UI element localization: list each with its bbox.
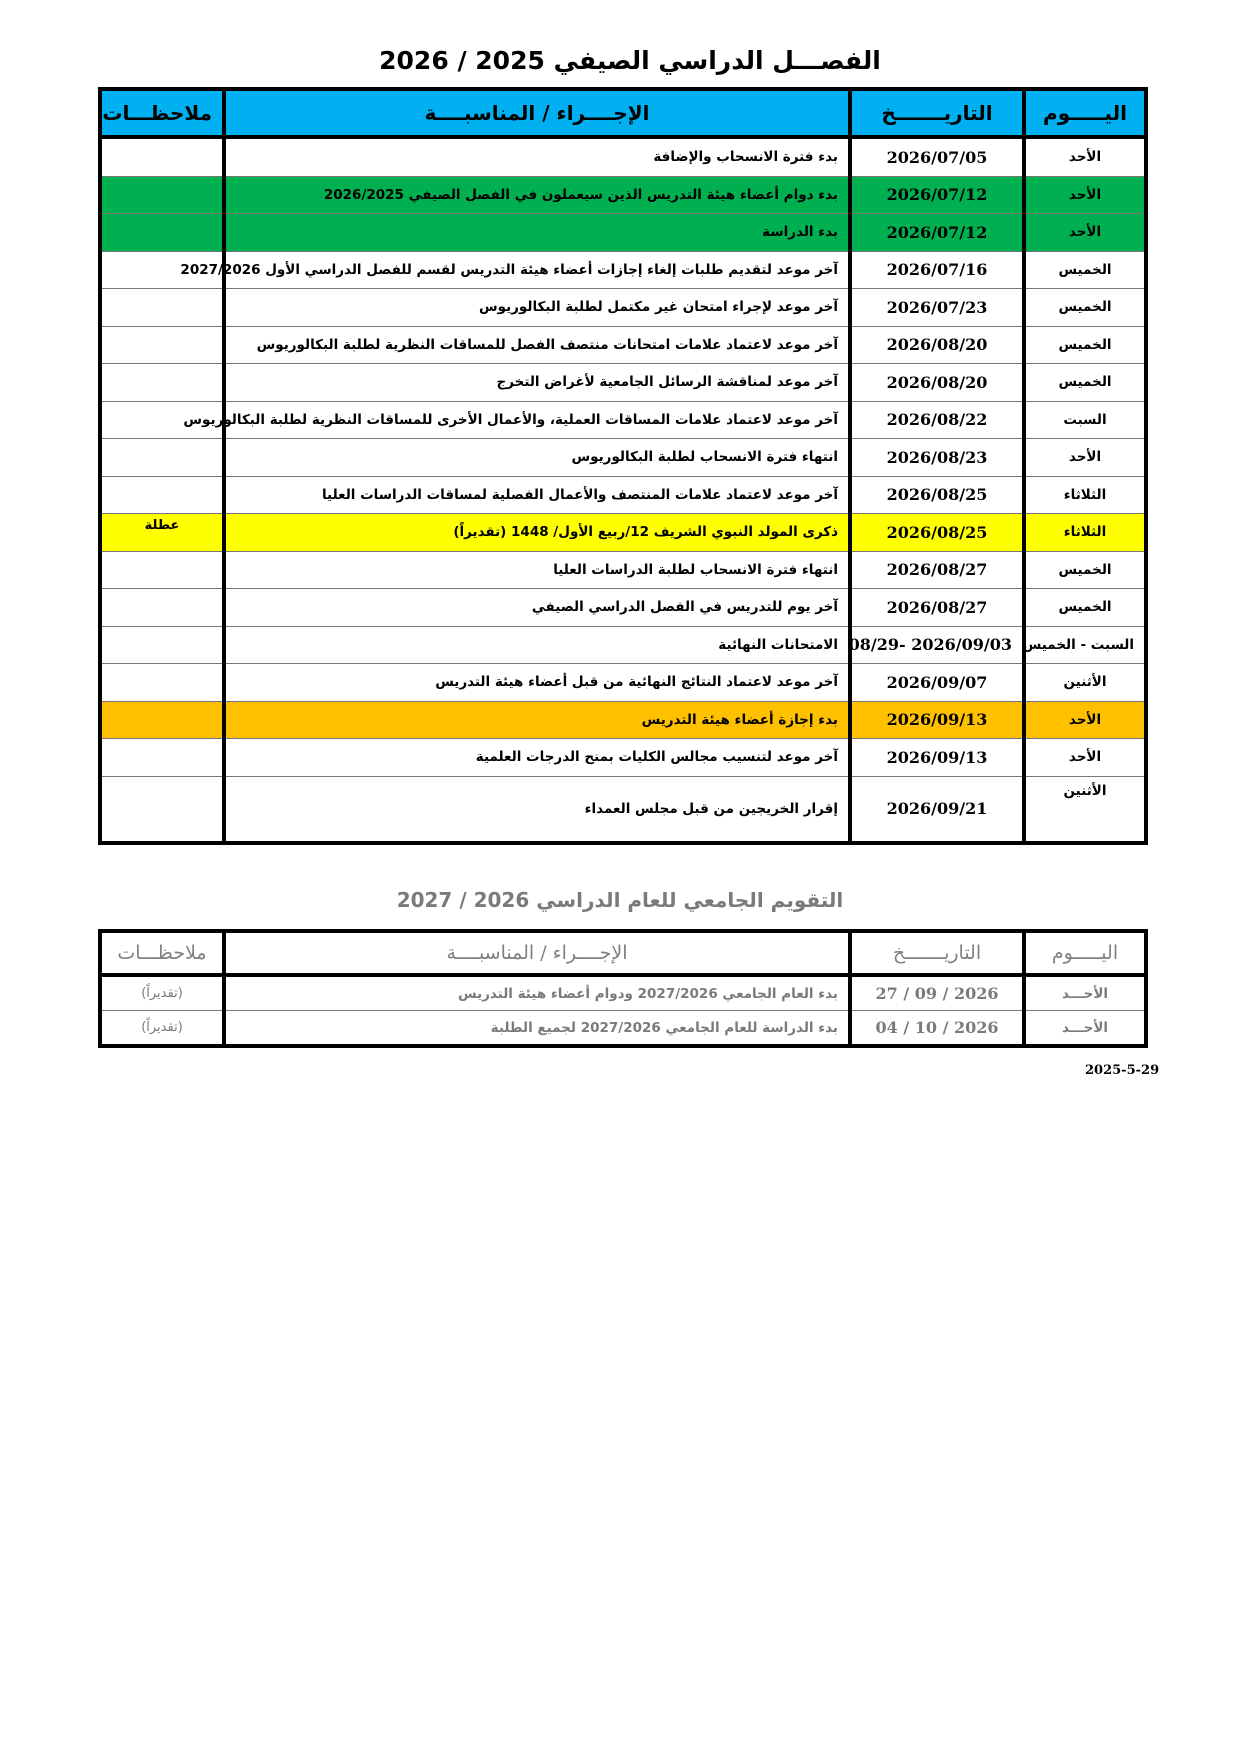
day-cell: الثلاثاء <box>1024 476 1146 514</box>
event-cell: ذكرى المولد النبوي الشريف 12/ربيع الأول/ 1448 (تقديراً) <box>224 514 850 552</box>
table-row <box>100 251 1146 289</box>
summer-table-header <box>100 89 1146 137</box>
day-cell: الأحـــد <box>1024 1011 1146 1047</box>
notes-cell <box>100 289 224 327</box>
table-row <box>100 776 1146 843</box>
date-cell: 2026/07/12 <box>850 176 1024 214</box>
event-cell: بدء الدراسة <box>224 214 850 252</box>
event-cell: آخر موعد لاعتماد النتائج النهائية من قبل أعضاء هيئة التدريس <box>224 664 850 702</box>
event-cell: إقرار الخريجين من قبل مجلس العمداء <box>224 776 850 843</box>
annual-calendar-title: التقويم الجامعي للعام الدراسي 2026 / 2027 <box>396 888 844 912</box>
table-row <box>100 364 1146 402</box>
header-event: الإجــــراء / المناسبــــة <box>224 89 850 137</box>
header-day: اليـــــوم <box>1024 931 1146 975</box>
day-cell: الخميس <box>1024 589 1146 627</box>
notes-cell <box>100 551 224 589</box>
notes-cell <box>100 476 224 514</box>
date-cell: 2026/08/25 <box>850 514 1024 552</box>
day-cell: الأثنين <box>1024 664 1146 702</box>
event-cell: بدء العام الجامعي 2027/2026 ودوام أعضاء هيئة التدريس <box>224 975 850 1011</box>
date-cell: 2026/08/25 <box>850 476 1024 514</box>
summer-term-table <box>98 87 1148 845</box>
day-cell: الأحـــد <box>1024 975 1146 1011</box>
header-notes: ملاحظـــات <box>100 89 224 137</box>
table-row <box>100 137 1146 176</box>
date-cell: 2026/09/03 -08/29 <box>850 626 1024 664</box>
event-cell: آخر موعد لاعتماد علامات المساقات العملية، والأعمال الأخرى للمساقات النظرية لطلبة البكالوريوس <box>224 401 850 439</box>
table-row <box>100 326 1146 364</box>
day-cell: السبت <box>1024 401 1146 439</box>
table-row <box>100 551 1146 589</box>
date-cell: 2026/09/13 <box>850 739 1024 777</box>
day-cell: الخميس <box>1024 251 1146 289</box>
notes-cell: (تقديراً) <box>100 975 224 1011</box>
day-cell: الأحد <box>1024 214 1146 252</box>
notes-cell <box>100 137 224 176</box>
day-cell: الخميس <box>1024 551 1146 589</box>
header-date: التاريـــــــخ <box>850 931 1024 975</box>
notes-cell <box>100 664 224 702</box>
date-cell: 2026/07/16 <box>850 251 1024 289</box>
day-cell: الخميس <box>1024 326 1146 364</box>
notes-cell <box>100 326 224 364</box>
day-cell: الأحد <box>1024 701 1146 739</box>
event-cell: بدء إجازة أعضاء هيئة التدريس <box>224 701 850 739</box>
date-cell: 2026/08/20 <box>850 364 1024 402</box>
date-cell: 2026/08/23 <box>850 439 1024 477</box>
date-cell: 2026/09/13 <box>850 701 1024 739</box>
notes-cell <box>100 626 224 664</box>
event-cell: آخر موعد لاعتماد علامات المنتصف والأعمال الفصلية لمساقات الدراسات العليا <box>224 476 850 514</box>
event-cell: آخر يوم للتدريس في الفصل الدراسي الصيفي <box>224 589 850 627</box>
annual-calendar-table <box>98 929 1148 1048</box>
date-cell: 2026/07/23 <box>850 289 1024 327</box>
date-cell: 2026/09/07 <box>850 664 1024 702</box>
table-row <box>100 214 1146 252</box>
day-cell: الأحد <box>1024 137 1146 176</box>
notes-cell <box>100 364 224 402</box>
event-cell: آخر موعد لإجراء امتحان غير مكتمل لطلبة البكالوريوس <box>224 289 850 327</box>
date-cell: 2026/08/27 <box>850 551 1024 589</box>
event-cell: آخر موعد لتقديم طلبات إلغاء إجازات أعضاء هيئة التدريس لقسم للفصل الدراسي الأول 2027/2026 <box>224 251 850 289</box>
document-date: 2025-5-29 <box>1085 1063 1160 1078</box>
table-row <box>100 664 1146 702</box>
annual-table-header <box>100 931 1146 975</box>
notes-cell <box>100 739 224 777</box>
header-day: اليـــــوم <box>1024 89 1146 137</box>
day-cell: السبت - الخميس <box>1024 626 1146 664</box>
event-cell: بدء دوام أعضاء هيئة التدريس الذين سيعملون في الفصل الصيفي 2026/2025 <box>224 176 850 214</box>
event-cell: آخر موعد لمناقشة الرسائل الجامعية لأغراض التخرج <box>224 364 850 402</box>
table-row <box>100 476 1146 514</box>
table-row <box>100 626 1146 664</box>
event-cell: بدء الدراسة للعام الجامعي 2027/2026 لجميع الطلبة <box>224 1011 850 1047</box>
date-cell: 2026 / 09 / 27 <box>850 975 1024 1011</box>
event-cell: آخر موعد لتنسيب مجالس الكليات بمنح الدرجات العلمية <box>224 739 850 777</box>
header-notes: ملاحظـــات <box>100 931 224 975</box>
summer-term-title: الفصـــل الدراسي الصيفي 2025 / 2026 <box>379 46 881 75</box>
day-cell: الأثنين <box>1024 776 1146 843</box>
notes-cell <box>100 176 224 214</box>
day-cell: الأحد <box>1024 439 1146 477</box>
day-cell: الخميس <box>1024 364 1146 402</box>
table-row <box>100 176 1146 214</box>
day-cell: الأحد <box>1024 739 1146 777</box>
table-row <box>100 975 1146 1011</box>
date-cell: 2026/07/05 <box>850 137 1024 176</box>
date-cell: 2026/08/27 <box>850 589 1024 627</box>
date-cell: 2026 / 10 / 04 <box>850 1011 1024 1047</box>
date-cell: 2026/07/12 <box>850 214 1024 252</box>
day-cell: الخميس <box>1024 289 1146 327</box>
event-cell: الامتحانات النهائية <box>224 626 850 664</box>
header-date: التاريـــــــخ <box>850 89 1024 137</box>
table-row <box>100 739 1146 777</box>
notes-cell: (تقديراً) <box>100 1011 224 1047</box>
day-cell: الأحد <box>1024 176 1146 214</box>
date-cell: 2026/08/22 <box>850 401 1024 439</box>
table-row <box>100 701 1146 739</box>
date-cell: 2026/08/20 <box>850 326 1024 364</box>
event-cell: بدء فترة الانسحاب والإضافة <box>224 137 850 176</box>
event-cell: انتهاء فترة الانسحاب لطلبة الدراسات العليا <box>224 551 850 589</box>
header-event: الإجــــراء / المناسبــــة <box>224 931 850 975</box>
notes-cell <box>100 214 224 252</box>
event-cell: آخر موعد لاعتماد علامات امتحانات منتصف الفصل للمساقات النظرية لطلبة البكالوريوس <box>224 326 850 364</box>
day-cell: الثلاثاء <box>1024 514 1146 552</box>
date-cell: 2026/09/21 <box>850 776 1024 843</box>
notes-cell <box>100 439 224 477</box>
notes-cell <box>100 701 224 739</box>
table-row <box>100 289 1146 327</box>
event-cell: انتهاء فترة الانسحاب لطلبة البكالوريوس <box>224 439 850 477</box>
notes-cell <box>100 589 224 627</box>
notes-cell: عطلة <box>100 514 224 552</box>
table-row <box>100 514 1146 552</box>
table-row <box>100 439 1146 477</box>
table-row <box>100 589 1146 627</box>
table-row <box>100 1011 1146 1047</box>
table-row <box>100 401 1146 439</box>
notes-cell <box>100 776 224 843</box>
